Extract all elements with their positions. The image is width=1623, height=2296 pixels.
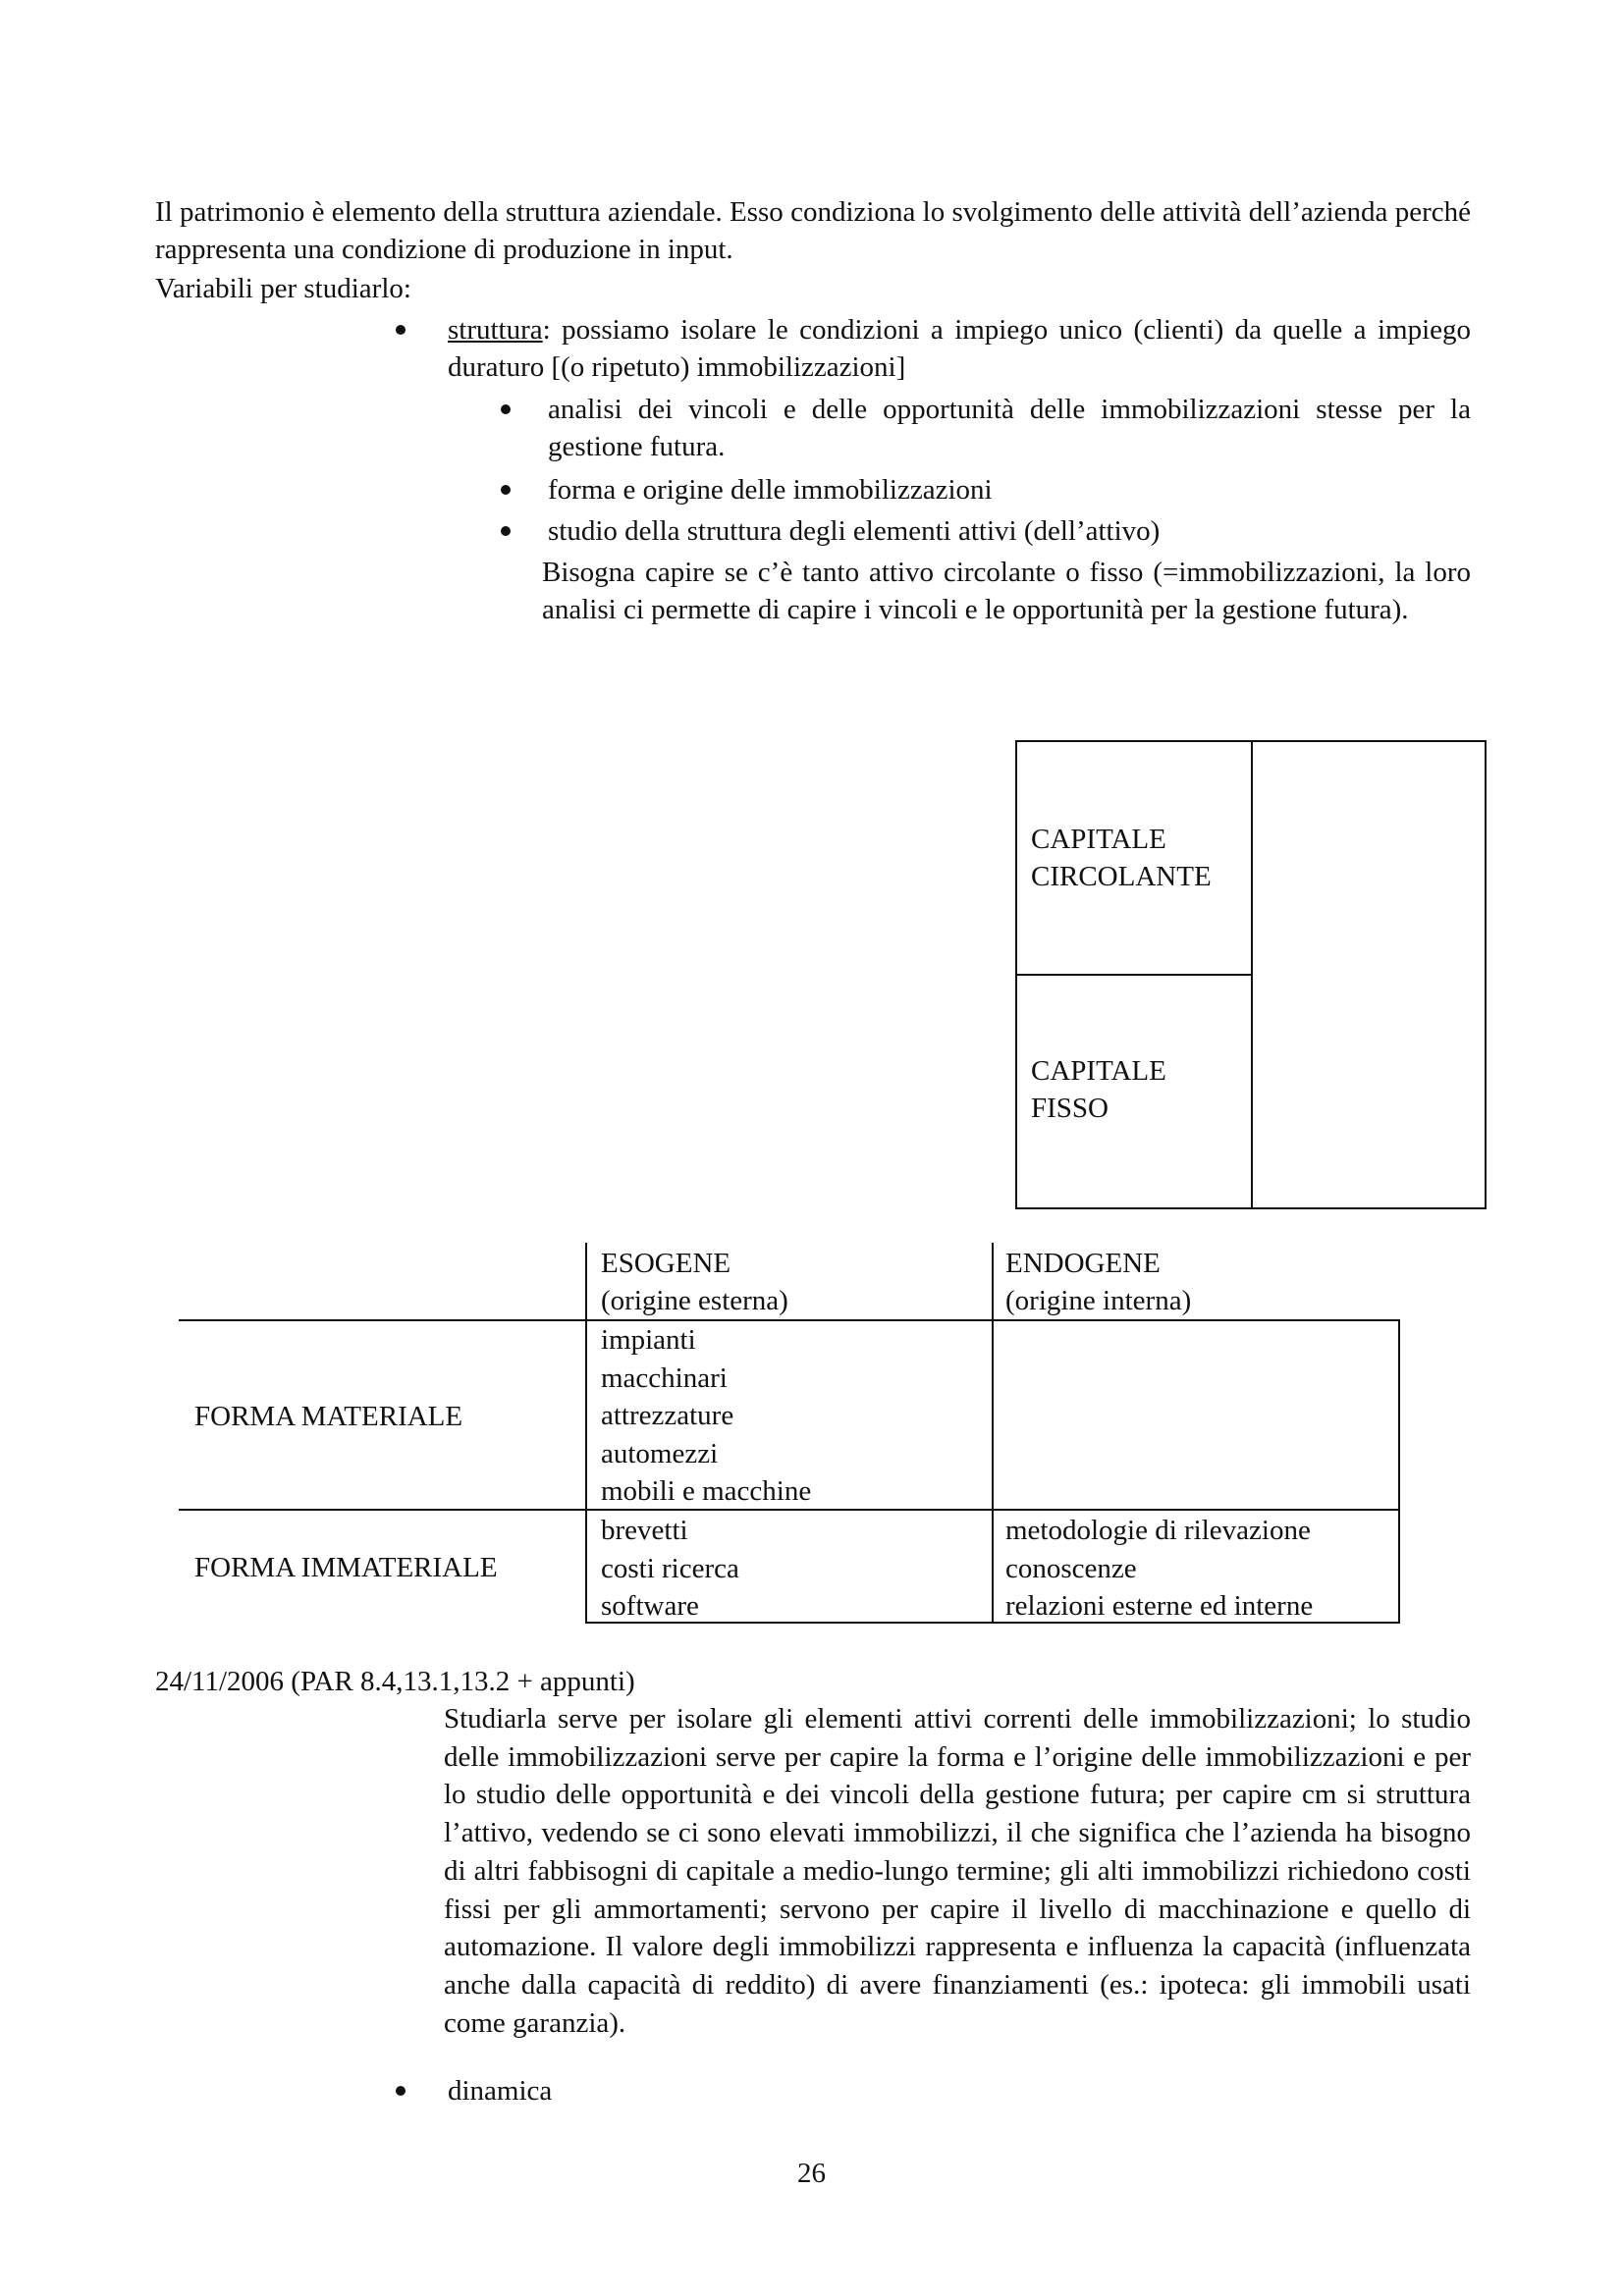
table-item: relazioni esterne ed interne xyxy=(1005,1590,1314,1623)
col-endogene-title: ENDOGENE xyxy=(1005,1248,1161,1279)
table-item: macchinari xyxy=(601,1362,728,1394)
table-item: mobili e macchine xyxy=(601,1475,812,1508)
table-rule xyxy=(585,1243,587,1624)
structure-text: : possiamo isolare le condizioni a impiego unico (clienti) da quelle a impiego duraturo [(o ripetuto) immobilizzazioni] xyxy=(448,314,1471,383)
row-label-materiale: FORMA MATERIALE xyxy=(194,1401,463,1432)
row-label-immateriale: FORMA IMMATERIALE xyxy=(194,1552,498,1583)
bullet-icon xyxy=(501,485,511,495)
table-item: brevetti xyxy=(601,1515,688,1546)
immateriale-endogene-list xyxy=(1005,1512,1313,1626)
table-item: attrezzature xyxy=(601,1400,734,1432)
table-item: impianti xyxy=(601,1324,696,1356)
sub-item: analisi dei vincoli e delle opportunità delle immobilizzazioni stesse per la gestione futura. xyxy=(548,394,1471,462)
col-esogene-sub: (origine esterna) xyxy=(601,1285,788,1316)
structure-term: struttura xyxy=(448,314,543,346)
structure-item xyxy=(448,311,1471,386)
table-rule xyxy=(1398,1319,1400,1624)
sub-item: forma e origine delle immobilizzazioni xyxy=(548,474,993,506)
table-item: conoscenze xyxy=(1005,1552,1137,1584)
immateriale-esogene-list xyxy=(601,1512,739,1626)
structure-note: Bisogna capire se c’è tanto attivo circolante o fisso (=immobilizzazioni, la loro analisi ci permette di capire i vincoli e le opportunità per la gestione futura). xyxy=(542,557,1471,625)
bullet-icon xyxy=(396,2086,406,2096)
bullet-icon xyxy=(501,526,511,536)
table-item: software xyxy=(601,1590,699,1623)
table-item: costi ricerca xyxy=(601,1552,739,1584)
materiale-esogene-list xyxy=(601,1321,811,1511)
diagram-divider xyxy=(1251,742,1253,1207)
page-number: 26 xyxy=(797,2158,826,2189)
table-item: automezzi xyxy=(601,1437,719,1469)
bullet-icon xyxy=(501,404,511,414)
table-item: metodologie di rilevazione xyxy=(1005,1515,1311,1546)
sub-item: studio della struttura degli elementi attivi (dell’attivo) xyxy=(548,515,1161,547)
capitale-circolante-label: CAPITALE CIRCOLANTE xyxy=(1031,824,1212,892)
variables-label: Variabili per studiarlo: xyxy=(155,273,411,304)
intro-paragraph: Il patrimonio è elemento della struttura aziendale. Esso condiziona lo svolgimento delle attività dell’azienda perché rappresenta una condizione di produzione in input. xyxy=(155,196,1471,265)
col-esogene-title: ESOGENE xyxy=(601,1248,731,1279)
capitale-fisso-label: CAPITALE FISSO xyxy=(1031,1055,1166,1124)
table-rule xyxy=(992,1243,994,1624)
capital-diagram xyxy=(1015,740,1487,1209)
lecture-paragraph: Studiarla serve per isolare gli elementi attivi correnti delle immobilizzazioni; lo studio delle immobilizzazioni serve per capire la forma e l’origine delle immobilizzazioni e per lo studio delle opportunità e dei vincoli della gestione futura; per capire cm si struttura l’attivo, vedendo se ci sono elevati immobilizzi, il che significa che l’azienda ha bisogno di altri fabbisogni di capitale a medio-lungo termine; gli alti immobilizzi richiedono costi fissi per gli ammortamenti; servono per capire il livello di macchinazione e quello di automazione. Il valore degli immobilizzi rappresenta e influenza la capacità (influenzata anche dalla capacità di reddito) di avere finanziamenti (es.: ipoteca: gli immobili usati come garanzia). xyxy=(444,1703,1471,2039)
diagram-divider xyxy=(1017,974,1251,976)
lecture-heading: 24/11/2006 (PAR 8.4,13.1,13.2 + appunti) xyxy=(155,1666,635,1697)
bullet-icon xyxy=(396,325,406,335)
dinamica-item: dinamica xyxy=(448,2075,553,2107)
col-endogene-sub: (origine interna) xyxy=(1005,1285,1192,1316)
